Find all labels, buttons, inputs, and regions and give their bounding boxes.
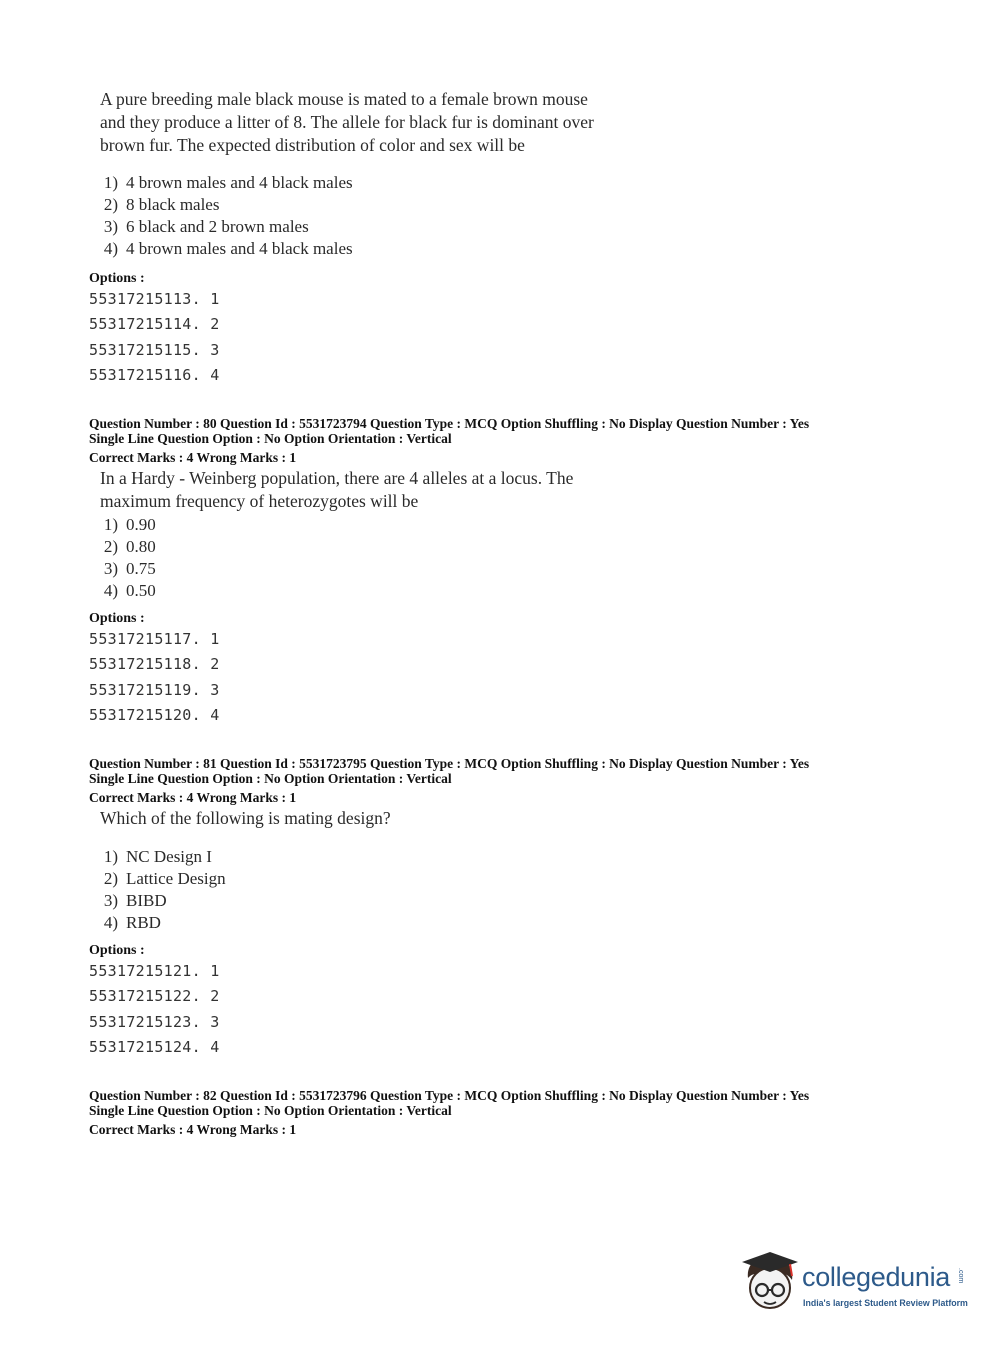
q81-choice — [100, 912, 226, 934]
q80-choice — [100, 536, 156, 558]
q80-choice — [100, 558, 156, 580]
q79-options-label: Options : — [89, 271, 145, 286]
q81-meta-line2: Single Line Question Option : No Option Orientation : Vertical — [89, 771, 452, 786]
q80-text-line: maximum frequency of heterozygotes will be — [100, 491, 419, 511]
q82-marks: Correct Marks : 4 Wrong Marks : 1 — [89, 1122, 297, 1137]
choice-number: 4) — [103, 581, 118, 600]
q81-question-text — [100, 807, 391, 830]
logo-wordmark: collegedunia — [802, 1262, 951, 1292]
choice-text: 4 brown males and 4 black males — [126, 239, 353, 258]
q81-choice — [100, 846, 226, 868]
q82-meta-line1: Question Number : 82 Question Id : 5531723796 Question Type : MCQ Option Shuffling : No Display Question Number : Yes — [89, 1088, 810, 1103]
q79-question-text — [100, 88, 594, 157]
q81-marks: Correct Marks : 4 Wrong Marks : 1 — [89, 790, 297, 805]
q79-choice — [100, 172, 353, 194]
choice-number: 1) — [103, 515, 118, 534]
q82-meta-line2: Single Line Question Option : No Option Orientation : Vertical — [89, 1103, 452, 1118]
q79-text-line: and they produce a litter of 8. The allele for black fur is dominant over — [100, 112, 594, 132]
choice-text: 0.75 — [126, 559, 156, 578]
choice-text: 8 black males — [126, 195, 220, 214]
choice-number: 2) — [103, 869, 118, 888]
q79-choices — [100, 172, 353, 260]
q79-choice — [100, 238, 353, 260]
choice-number: 3) — [103, 217, 118, 236]
q81-choice — [100, 868, 226, 890]
choice-number: 1) — [103, 847, 118, 866]
logo-tagline: India's largest Student Review Platform — [803, 1298, 968, 1308]
choice-number: 3) — [103, 891, 118, 910]
q79-text-line: brown fur. The expected distribution of color and sex will be — [100, 135, 525, 155]
q81-option-ids — [89, 959, 220, 1060]
choice-text: 6 black and 2 brown males — [126, 217, 309, 236]
q82-meta — [89, 1088, 809, 1118]
q81-choice — [100, 890, 226, 912]
q80-choice — [100, 514, 156, 536]
option-id: 55317215116. 4 — [89, 365, 220, 384]
option-id: 55317215118. 2 — [89, 655, 220, 674]
option-id: 55317215124. 4 — [89, 1037, 220, 1056]
choice-text: NC Design I — [126, 847, 212, 866]
q81-choices — [100, 846, 226, 934]
q80-option-ids — [89, 627, 220, 728]
choice-number: 2) — [103, 537, 118, 556]
choice-text: 0.50 — [126, 581, 156, 600]
choice-text: 0.90 — [126, 515, 156, 534]
choice-text: 0.80 — [126, 537, 156, 556]
q80-options-label: Options : — [89, 611, 145, 626]
choice-number: 3) — [103, 559, 118, 578]
logo-suffix: .com — [957, 1268, 964, 1284]
q80-marks: Correct Marks : 4 Wrong Marks : 1 — [89, 450, 297, 465]
collegedunia-logo[interactable] — [740, 1250, 972, 1320]
mascot-icon — [740, 1250, 800, 1316]
option-id: 55317215115. 3 — [89, 340, 220, 359]
q81-meta-line1: Question Number : 81 Question Id : 5531723795 Question Type : MCQ Option Shuffling : No Display Question Number : Yes — [89, 756, 810, 771]
option-id: 55317215123. 3 — [89, 1012, 220, 1031]
q80-choices — [100, 514, 156, 602]
q81-options-label: Options : — [89, 943, 145, 958]
option-id: 55317215114. 2 — [89, 315, 220, 334]
option-id: 55317215121. 1 — [89, 962, 220, 980]
choice-text: BIBD — [126, 891, 167, 910]
q80-question-text — [100, 467, 573, 513]
choice-number: 4) — [103, 913, 118, 932]
choice-number: 2) — [103, 195, 118, 214]
q80-meta-line2: Single Line Question Option : No Option Orientation : Vertical — [89, 431, 452, 446]
choice-number: 4) — [103, 239, 118, 258]
q80-choice — [100, 580, 156, 602]
option-id: 55317215119. 3 — [89, 680, 220, 699]
q79-option-ids — [89, 287, 220, 388]
q80-meta — [89, 416, 809, 446]
option-id: 55317215117. 1 — [89, 630, 220, 648]
choice-number: 1) — [103, 173, 118, 192]
q79-choice — [100, 216, 353, 238]
q79-choice — [100, 194, 353, 216]
option-id: 55317215113. 1 — [89, 290, 220, 308]
option-id: 55317215120. 4 — [89, 705, 220, 724]
choice-text: Lattice Design — [126, 869, 226, 888]
q79-text-line: A pure breeding male black mouse is mated to a female brown mouse — [100, 89, 588, 109]
option-id: 55317215122. 2 — [89, 987, 220, 1006]
q81-text-line: Which of the following is mating design? — [100, 808, 391, 828]
choice-text: RBD — [126, 913, 161, 932]
choice-text: 4 brown males and 4 black males — [126, 173, 353, 192]
q80-meta-line1: Question Number : 80 Question Id : 5531723794 Question Type : MCQ Option Shuffling : No Display Question Number : Yes — [89, 416, 810, 431]
q80-text-line: In a Hardy - Weinberg population, there are 4 alleles at a locus. The — [100, 468, 574, 488]
q81-meta — [89, 756, 809, 786]
